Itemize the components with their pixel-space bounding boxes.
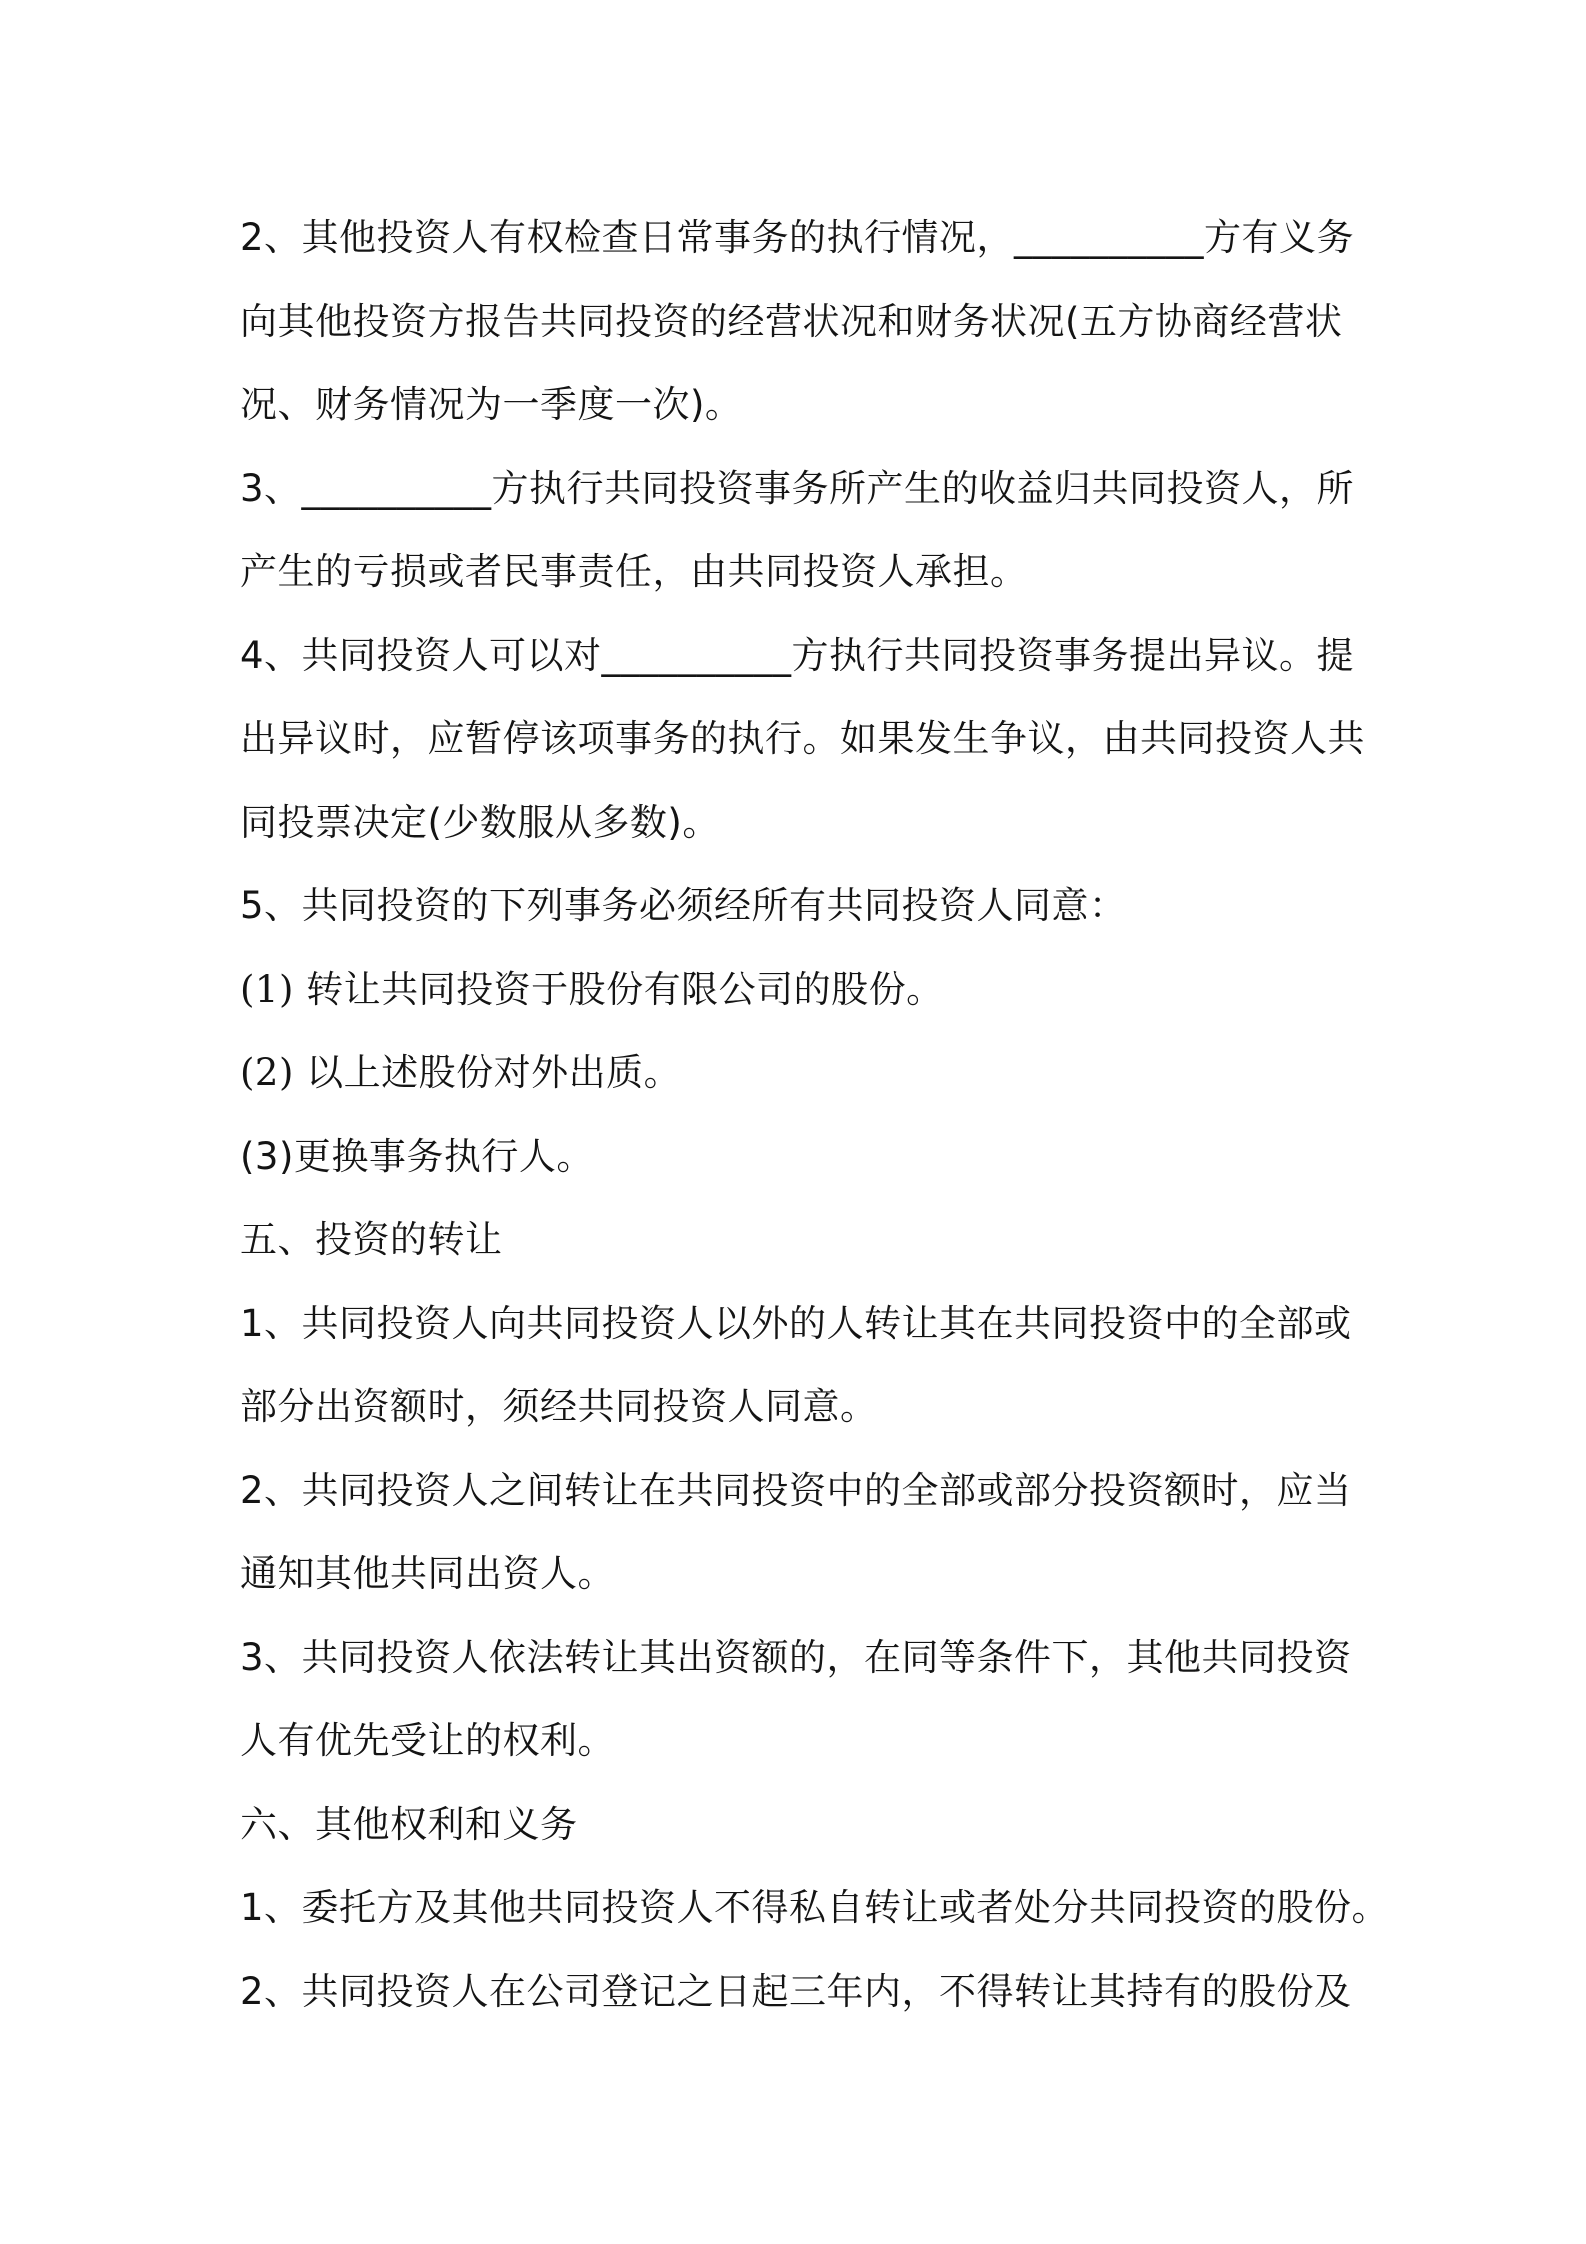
transfer-paragraph-2-line-1: 2、共同投资人之间转让在共同投资中的全部或部分投资额时，应当: [240, 1468, 1352, 1512]
paragraph-3-line-2: 产生的亏损或者民事责任，由共同投资人承担。: [240, 550, 1028, 593]
paragraph-4-line-2: 出异议时，应暂停该项事务的执行。如果发生争议，由共同投资人共: [240, 717, 1365, 760]
list-item-2: (2) 以上述股份对外出质。: [240, 1051, 682, 1094]
paragraph-5-line-1: 5、共同投资的下列事务必须经所有共同投资人同意：: [240, 884, 1127, 927]
document-body: [240, 196, 1390, 2033]
paragraph-2-line-1: 2、其他投资人有权检查日常事务的执行情况，__________方有义务: [240, 216, 1355, 259]
paragraph-4-line-1: 4、共同投资人可以对__________方执行共同投资事务提出异议。提: [240, 633, 1355, 677]
transfer-paragraph-1-line-1: 1、共同投资人向共同投资人以外的人转让其在共同投资中的全部或: [240, 1301, 1352, 1345]
paragraph-4-line-3: 同投票决定(少数服从多数)。: [240, 800, 720, 844]
transfer-paragraph-1-line-2: 部分出资额时，须经共同投资人同意。: [240, 1385, 878, 1428]
paragraph-3-line-1: 3、__________方执行共同投资事务所产生的收益归共同投资人，所: [240, 466, 1355, 510]
section-heading-6: 六、其他权利和义务: [240, 1802, 578, 1846]
paragraph-2-line-2: 向其他投资方报告共同投资的经营状况和财务状况(五方协商经营状: [240, 299, 1343, 343]
transfer-paragraph-2-line-2: 通知其他共同出资人。: [240, 1552, 615, 1595]
list-item-1: (1) 转让共同投资于股份有限公司的股份。: [240, 967, 944, 1011]
section-heading-5: 五、投资的转让: [240, 1218, 503, 1261]
transfer-paragraph-3-line-1: 3、共同投资人依法转让其出资额的，在同等条件下，其他共同投资: [240, 1635, 1352, 1679]
list-item-3: (3)更换事务执行人。: [240, 1134, 594, 1178]
transfer-paragraph-3-line-2: 人有优先受让的权利。: [240, 1719, 615, 1762]
rights-paragraph-1-line-1: 1、委托方及其他共同投资人不得私自转让或者处分共同投资的股份。: [240, 1886, 1390, 1929]
paragraph-2-line-3: 况、财务情况为一季度一次)。: [240, 383, 743, 426]
rights-paragraph-2-line-1: 2、共同投资人在公司登记之日起三年内，不得转让其持有的股份及: [240, 1969, 1352, 2013]
